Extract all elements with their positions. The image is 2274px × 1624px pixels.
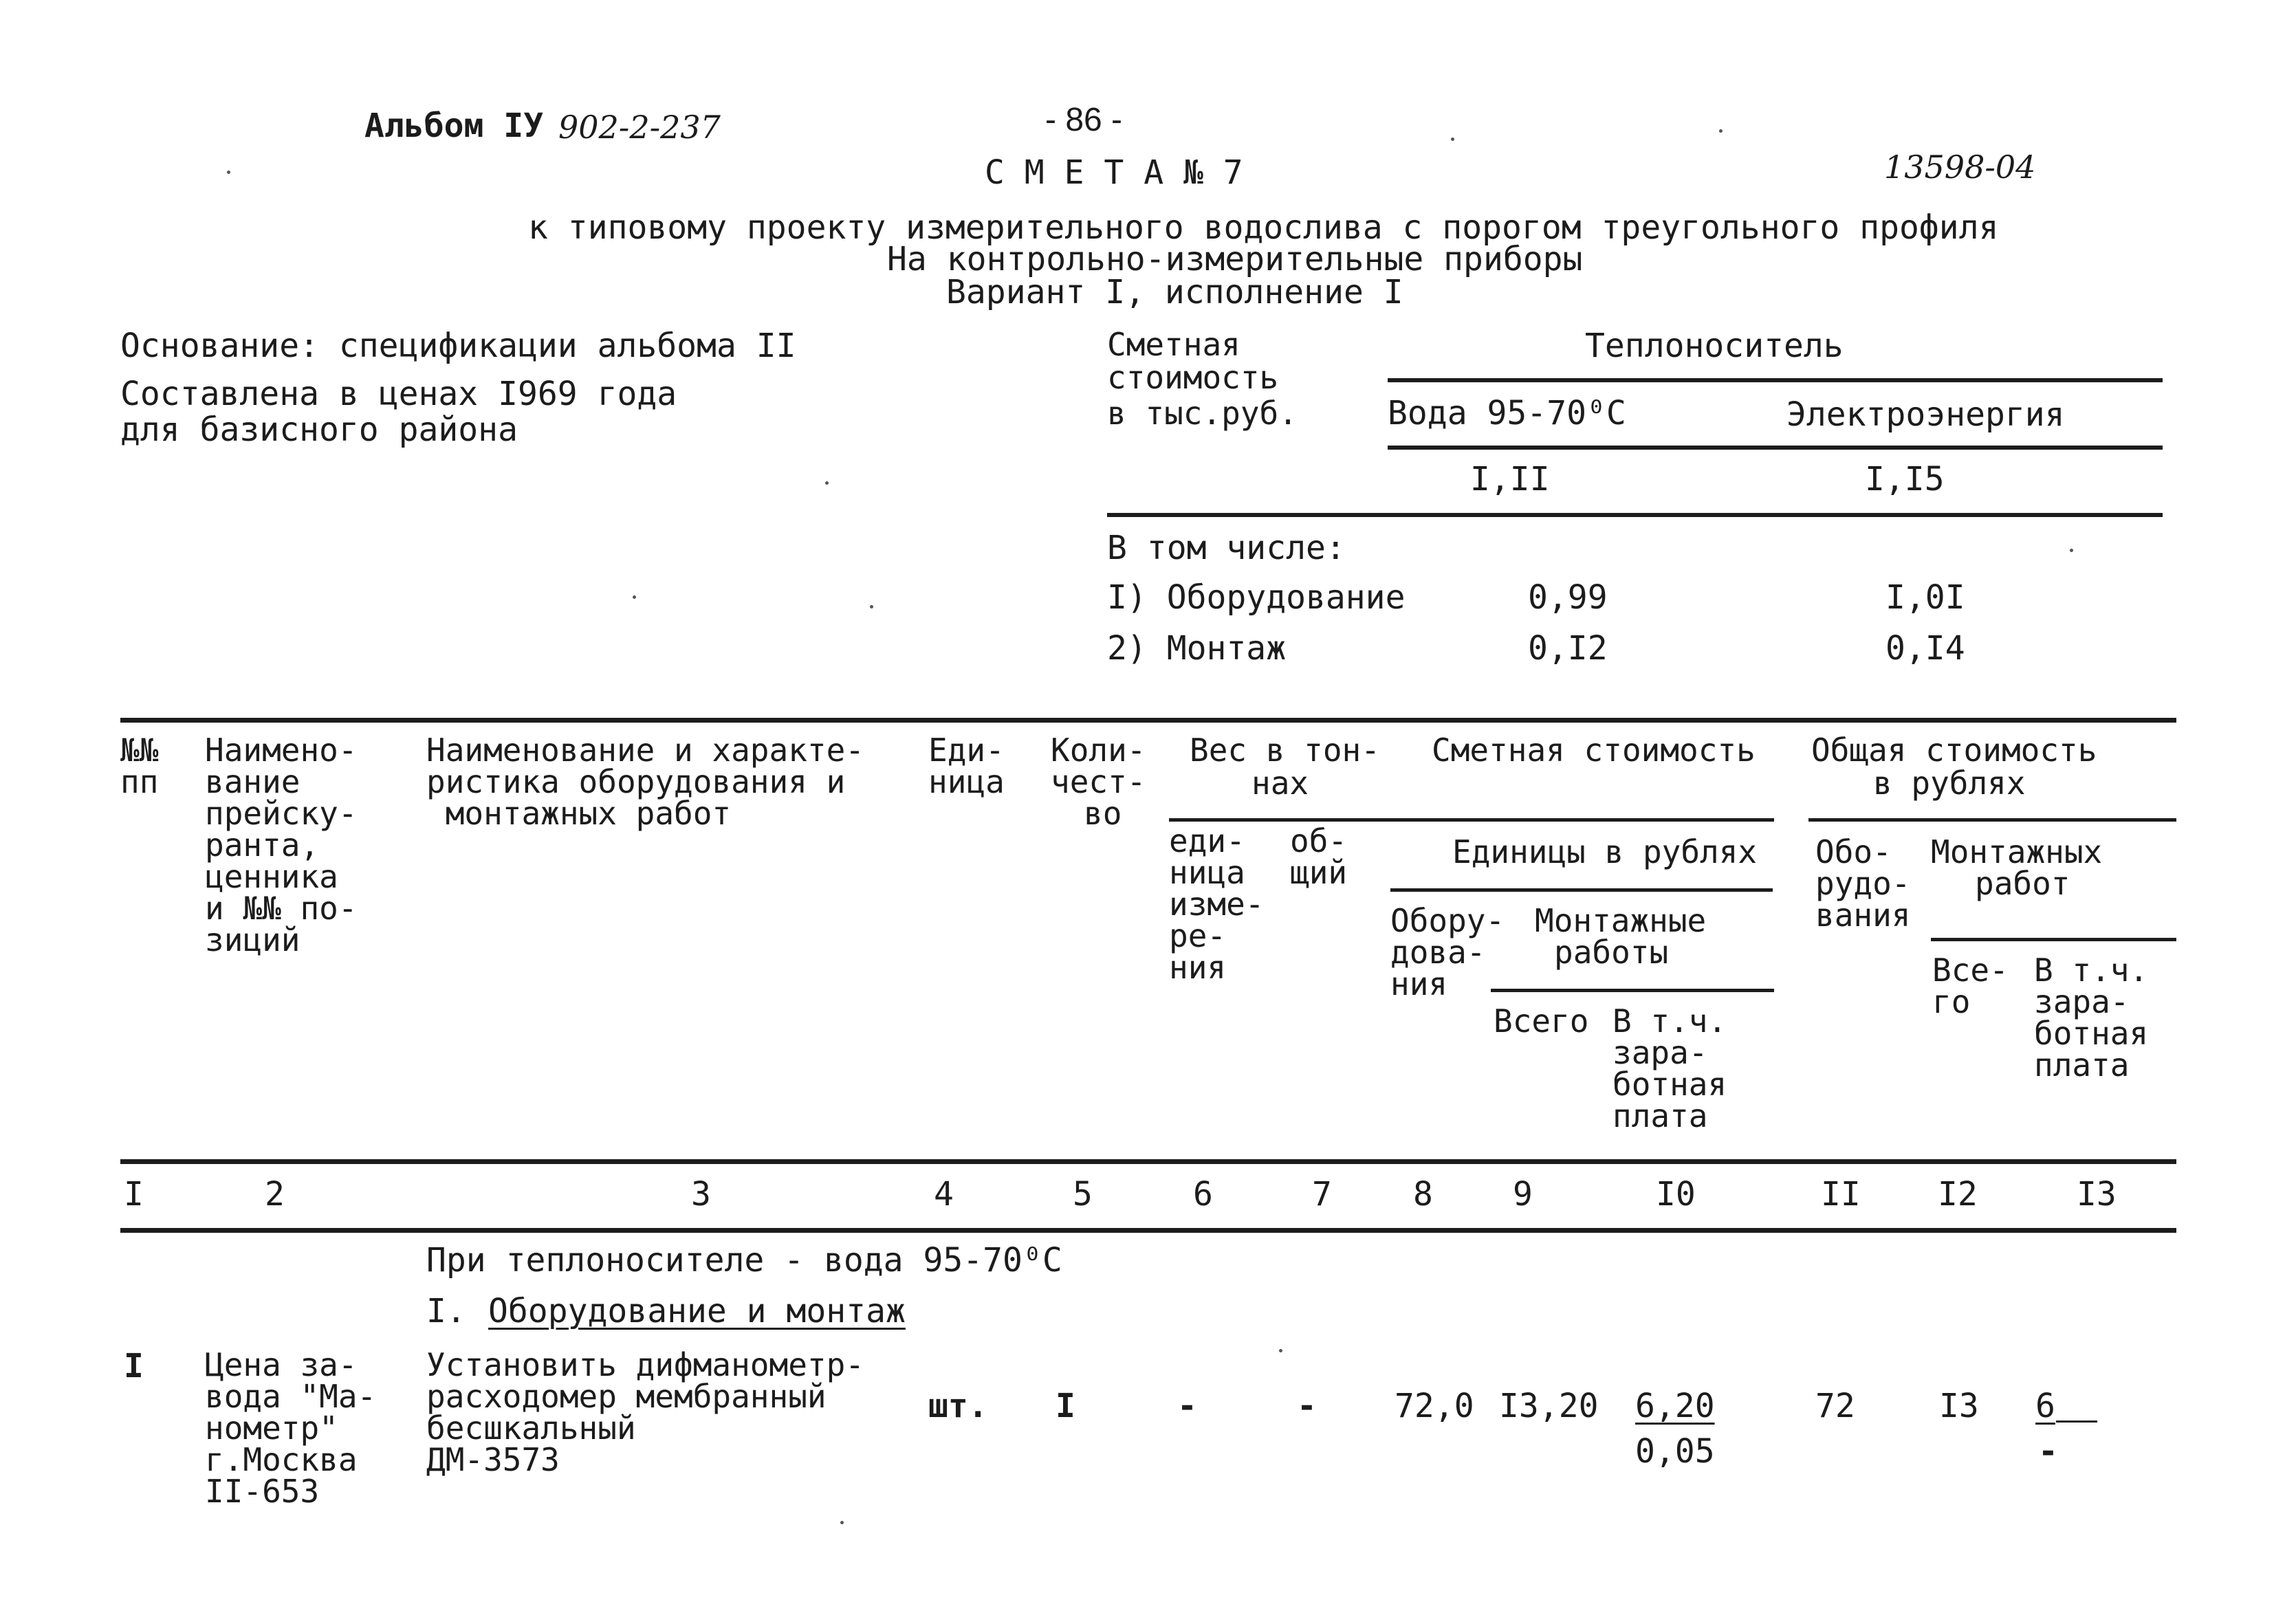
header-total-rule	[1808, 818, 2176, 822]
col-number-3: 3	[691, 1175, 711, 1214]
row2-electric: 0,I4	[1885, 629, 1965, 668]
cost-label-2: стоимость	[1107, 359, 1279, 396]
header-est-cost: Сметная стоимость	[1432, 732, 1756, 769]
header-mount-work-2: работы	[1554, 934, 1669, 971]
scan-speck	[840, 1521, 844, 1524]
col-number-12: I2	[1938, 1175, 1978, 1214]
scan-speck	[1719, 129, 1723, 133]
col-number-4: 4	[934, 1175, 954, 1214]
summary-rule-2	[1388, 446, 2163, 450]
header-col2: Наимено- вание прейску- ранта, ценника и №№ по- зиций	[205, 732, 358, 958]
heat-carrier-label: Теплоноситель	[1585, 327, 1844, 365]
prices-line2: для базисного района	[120, 410, 518, 449]
summary-rule-1	[1388, 378, 2163, 382]
row-mount-wage: 6,20	[1635, 1387, 1715, 1425]
row-qty: I	[1056, 1387, 1075, 1425]
header-col3: Наименование и характе- ристика оборудования и монтажных работ	[426, 732, 864, 832]
header-col7: об- щий	[1290, 822, 1348, 891]
scan-speck	[870, 605, 873, 608]
col-number-2: 2	[265, 1175, 285, 1214]
total-electric: I,I5	[1865, 460, 1945, 498]
header-weight-rule	[1169, 818, 1389, 822]
header-units-rule	[1390, 888, 1773, 892]
row2-water: 0,I2	[1528, 629, 1608, 668]
document-code: 13598-04	[1884, 149, 2036, 186]
header-mount-work: Монтажные	[1535, 902, 1707, 939]
col-water-label: Вода 95-70⁰С	[1388, 394, 1626, 432]
header-col11: Обо- рудо- вания	[1815, 833, 1911, 934]
scan-speck	[825, 481, 829, 485]
row1-water: 0,99	[1528, 578, 1608, 617]
header-col1: №№ пп	[120, 732, 159, 800]
header-col9: Всего	[1494, 1002, 1589, 1040]
header-col6: еди- ница изме- ре- ния	[1169, 822, 1265, 986]
section-title: При теплоносителе - вода 95-70⁰С	[426, 1241, 1062, 1280]
col-number-8: 8	[1413, 1175, 1433, 1214]
row-mount-total: I3,20	[1499, 1387, 1599, 1425]
row1-electric: I,0I	[1885, 578, 1965, 617]
header-mount2-rule	[1931, 938, 2176, 941]
subtitle-project: к типовому проекту измерительного водослива с порогом треугольного профиля	[528, 208, 1999, 247]
basis-text: Основание: спецификации альбома II	[120, 327, 796, 365]
table-top-rule	[120, 718, 2176, 723]
page-number: - 86 -	[1045, 102, 1123, 138]
header-col10: В т.ч. зара- ботная плата	[1612, 1002, 1727, 1134]
header-weight: Вес в тон-	[1190, 732, 1380, 769]
scan-speck	[1451, 138, 1454, 141]
col-number-11: II	[1821, 1175, 1861, 1214]
cost-label-1: Сметная	[1107, 326, 1240, 363]
subsection-number: I.	[426, 1292, 466, 1330]
subsection-title: Оборудование и монтаж	[488, 1292, 906, 1330]
col-number-1: I	[124, 1175, 144, 1214]
cost-label-3: в тыс.руб.	[1107, 395, 1298, 432]
document-title: С М Е Т А № 7	[985, 153, 1243, 192]
total-water: I,II	[1470, 460, 1550, 498]
row-mount-wage-total: 6	[2035, 1387, 2055, 1425]
subtitle-purpose: На контрольно-измерительные приборы	[887, 240, 1583, 278]
header-weight-2: нах	[1251, 765, 1309, 802]
album-number: 902-2-237	[558, 109, 721, 146]
col-number-9: 9	[1513, 1175, 1533, 1214]
header-col12: Все- го	[1932, 952, 2009, 1020]
header-col4: Еди- ница	[928, 732, 1005, 800]
col-number-7: 7	[1312, 1175, 1332, 1214]
scan-speck	[1279, 1349, 1282, 1352]
row-description: Установить дифманометр- расходомер мембранный бесшкальный ДМ-3573	[426, 1346, 864, 1478]
col-number-6: 6	[1193, 1175, 1213, 1214]
subtitle-variant: Вариант I, исполнение I	[946, 273, 1403, 311]
row-mount-wage-sub: 0,05	[1635, 1432, 1715, 1471]
col-electric-label: Электроэнергия	[1786, 395, 2065, 434]
header-mount-work2: Монтажных	[1931, 833, 2103, 870]
header-est-rule	[1389, 818, 1774, 822]
row-equip-unit: 72,0	[1395, 1387, 1474, 1425]
row-weight-unit: -	[1177, 1387, 1197, 1425]
row-weight-total: -	[1297, 1387, 1317, 1425]
row-number: I	[124, 1347, 144, 1385]
row-mount-all: I3	[1939, 1387, 1979, 1425]
header-mount-work2-2: работ	[1975, 865, 2070, 902]
row-pricelist: Цена за- вода "Ма- нометр" г.Москва II-653	[205, 1346, 377, 1510]
incl-label: В том числе:	[1107, 529, 1346, 567]
col-number-10: I0	[1656, 1175, 1696, 1214]
header-mount-rule	[1491, 989, 1774, 992]
scan-speck	[633, 595, 636, 599]
header-total-cost-2: в рублях	[1873, 765, 2026, 802]
prices-line1: Составлена в ценах I969 года	[120, 375, 677, 413]
table-header-bottom-rule	[120, 1159, 2176, 1164]
header-col13: В т.ч. зара- ботная плата	[2034, 952, 2149, 1084]
row-mount-wage-total-underline	[2056, 1420, 2097, 1423]
row2-label: 2) Монтаж	[1107, 629, 1287, 668]
col-number-5: 5	[1073, 1175, 1093, 1214]
header-units-rub: Единицы в рублях	[1452, 833, 1758, 870]
scan-speck	[2070, 549, 2073, 552]
col-number-13: I3	[2077, 1175, 2117, 1214]
scan-speck	[227, 171, 230, 174]
header-total-cost: Общая стоимость	[1811, 732, 2097, 769]
album-label: Альбом IУ	[364, 107, 544, 145]
header-col8: Обору- дова- ния	[1390, 902, 1505, 1002]
row-equip-total: 72	[1815, 1387, 1855, 1425]
row-unit: шт.	[928, 1387, 988, 1425]
col-numbers-bottom-rule	[120, 1228, 2176, 1233]
header-col5: Коли- чест- во	[1051, 732, 1146, 832]
row1-label: I) Оборудование	[1107, 578, 1406, 617]
summary-rule-3	[1107, 513, 2163, 517]
row-mount-wage-total-sub: -	[2038, 1432, 2058, 1471]
